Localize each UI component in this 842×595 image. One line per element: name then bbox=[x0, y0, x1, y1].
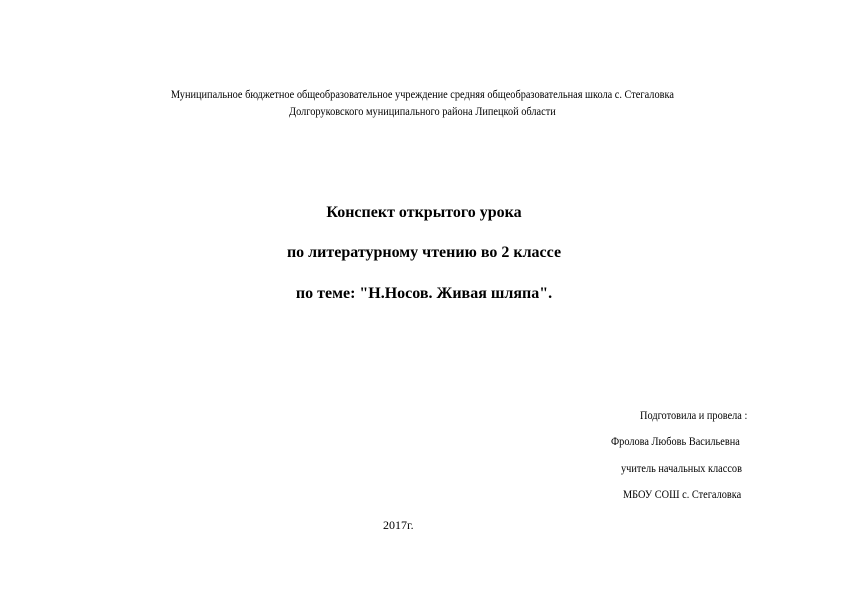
school-header-line-1: Муниципальное бюджетное общеобразовательное учреждение средняя общеобразовательная школа с. Стегаловка bbox=[170, 87, 674, 101]
prepared-by-label: Подготовила и провела : bbox=[640, 408, 748, 422]
school-header-line-2: Долгоруковского муниципального района Липецкой области bbox=[289, 104, 556, 118]
document-year: 2017г. bbox=[383, 518, 414, 532]
document-title-line-2: по литературному чтению во 2 классе bbox=[286, 244, 562, 261]
document-title-line-1: Конспект открытого урока bbox=[326, 204, 522, 221]
author-school: МБОУ СОШ с. Стегаловка bbox=[623, 487, 742, 501]
document-title-line-3: по теме: "Н.Носов. Живая шляпа". bbox=[295, 285, 553, 302]
author-name: Фролова Любовь Васильевна bbox=[611, 434, 740, 448]
author-position: учитель начальных классов bbox=[621, 461, 742, 475]
